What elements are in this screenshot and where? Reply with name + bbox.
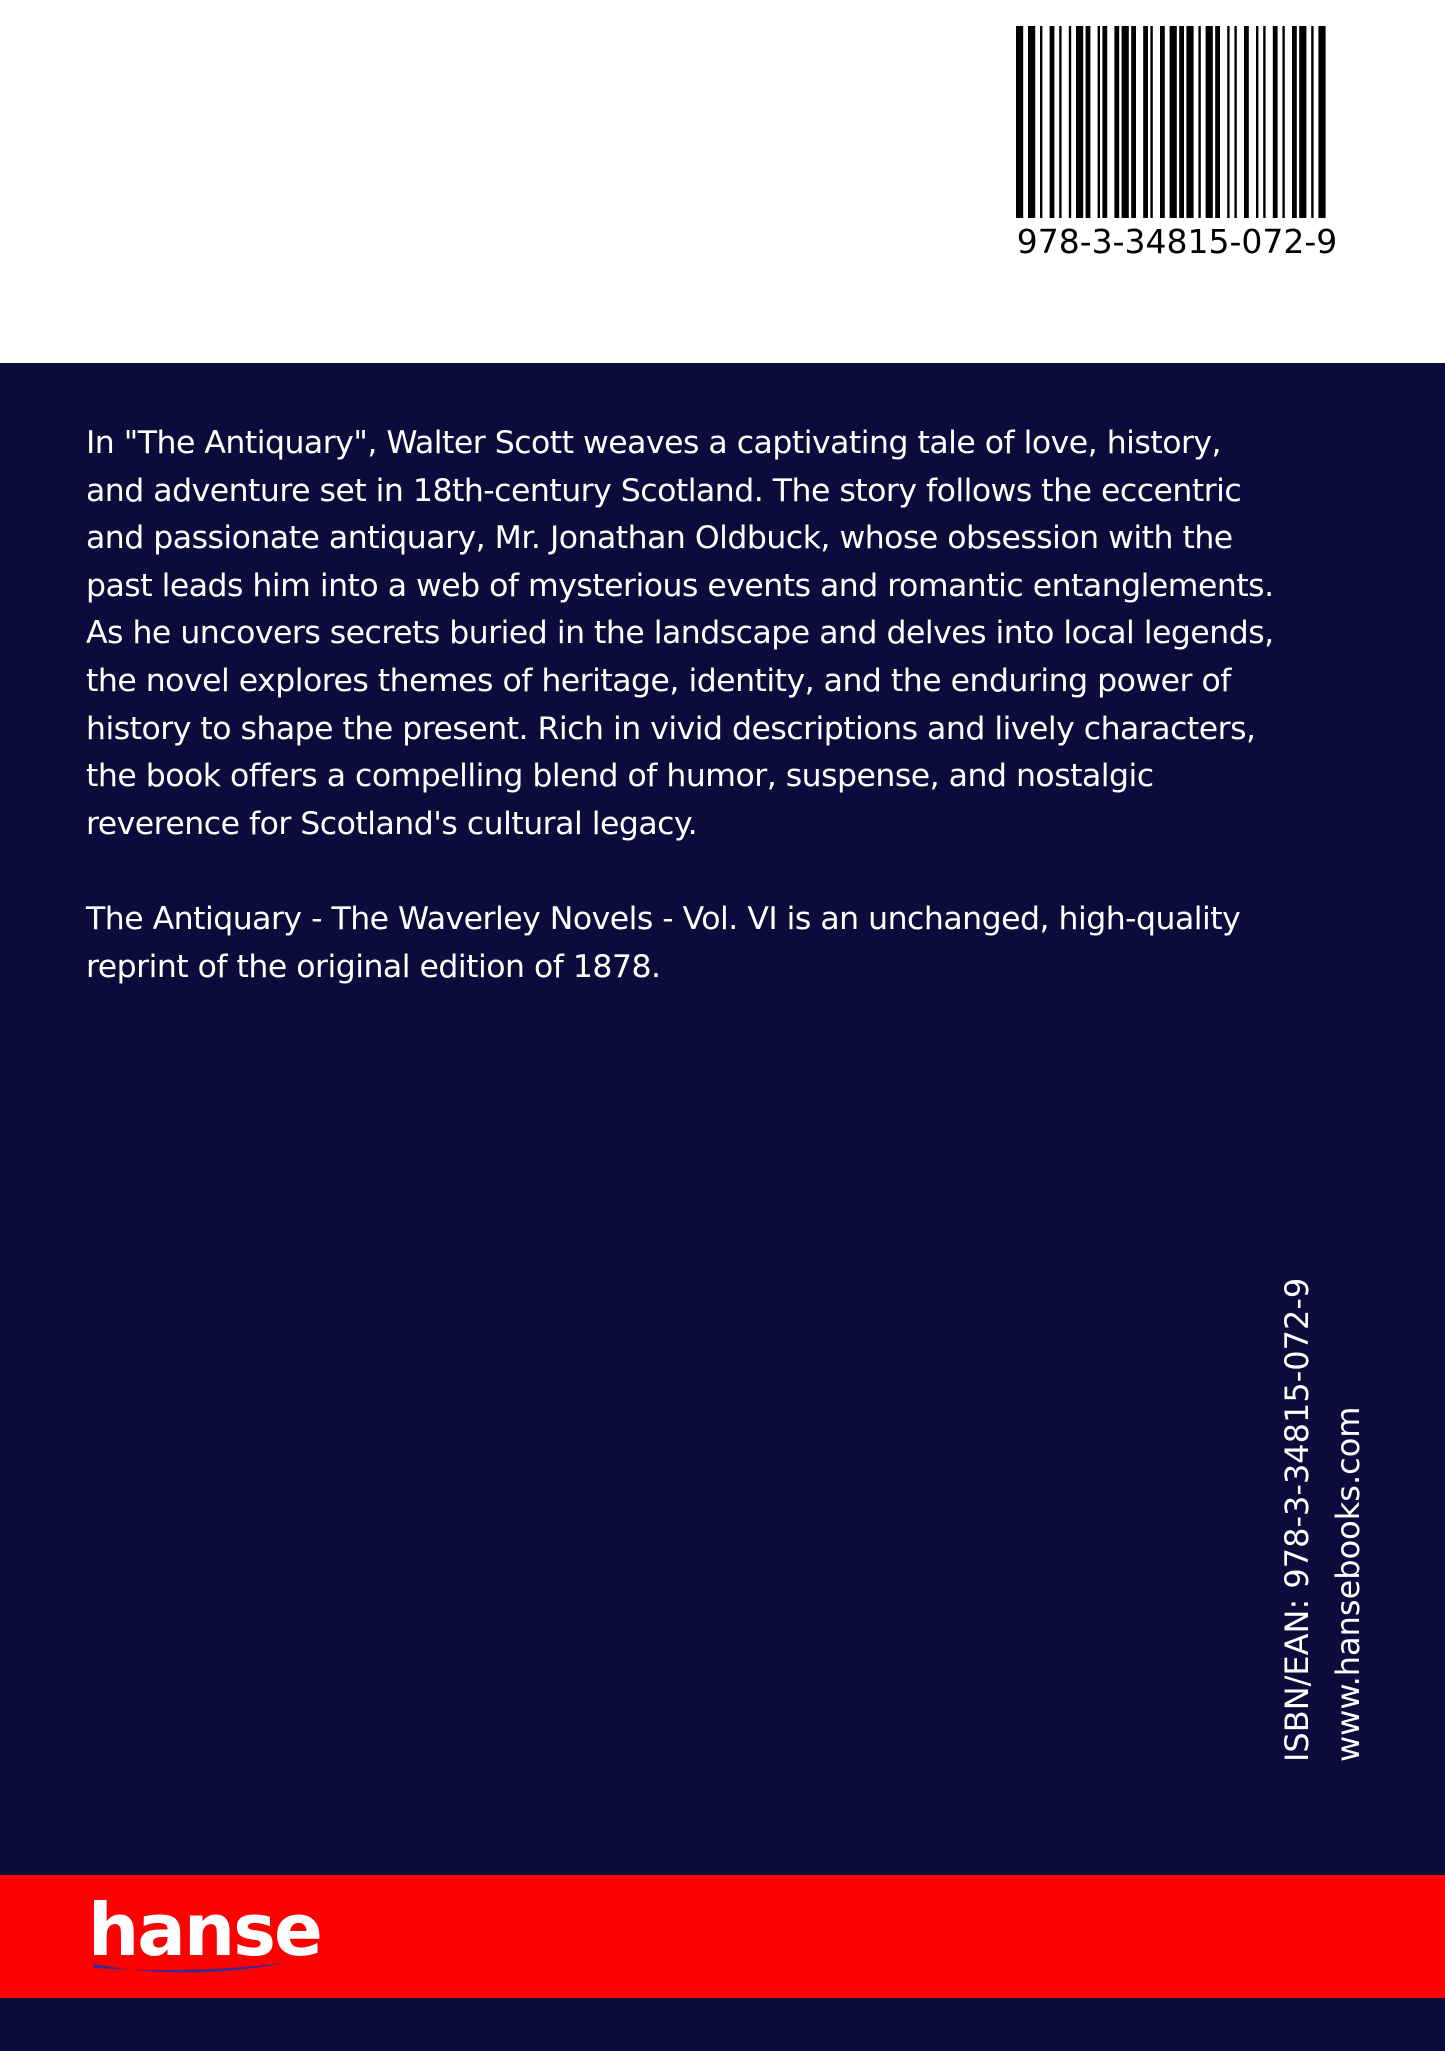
blurb-line: the novel explores themes of heritage, identity, and the enduring power of xyxy=(86,662,1231,699)
website-url: www.hansebooks.com xyxy=(1329,1406,1367,1762)
barcode-bar xyxy=(1244,26,1249,218)
barcode-bar xyxy=(1263,26,1265,218)
barcode-bar xyxy=(1059,26,1061,218)
blurb-line: history to shape the present. Rich in vivid descriptions and lively characters, xyxy=(86,710,1256,747)
barcode-bar xyxy=(1160,26,1165,218)
barcode-bar xyxy=(1186,26,1193,218)
barcode-bar xyxy=(1227,26,1229,218)
blurb-line: reverence for Scotland's cultural legacy. xyxy=(86,805,698,842)
barcode-number: 978-3-34815-072-9 xyxy=(1016,222,1338,261)
blurb-line: In "The Antiquary", Walter Scott weaves a captivating tale of love, history, xyxy=(86,425,1222,461)
barcode-bar xyxy=(1282,26,1284,218)
barcode-bar xyxy=(1086,26,1091,218)
barcode-bar xyxy=(1114,26,1119,218)
barcode-bar xyxy=(1016,26,1023,218)
barcode-bar xyxy=(1143,26,1148,218)
blurb-line: As he uncovers secrets buried in the landscape and delves into local legends, xyxy=(86,615,1274,652)
logo-text: hanse xyxy=(88,1888,321,1972)
blurb-line: and passionate antiquary, Mr. Jonathan Oldbuck, whose obsession with the xyxy=(86,520,1233,557)
barcode-bar xyxy=(1311,26,1313,218)
blurb-line: past leads him into a web of mysterious events and romantic entanglements. xyxy=(86,567,1274,604)
rotated-text xyxy=(1272,1262,1374,1762)
barcode-bar xyxy=(1292,26,1297,218)
barcode-bar xyxy=(1256,26,1258,218)
isbn-url-block xyxy=(1272,1262,1372,1762)
barcode-bar xyxy=(1318,26,1325,218)
barcode-bar xyxy=(1098,26,1100,218)
barcode-bar xyxy=(1215,26,1220,218)
publisher-logo xyxy=(88,1888,321,1980)
reprint-note-line: The Antiquary - The Waverley Novels - Vol. VI is an unchanged, high-quality xyxy=(86,900,1241,937)
barcode-bar xyxy=(1273,26,1278,218)
barcode-bar xyxy=(1179,26,1184,218)
blurb-line: the book offers a compelling blend of humor, suspense, and nostalgic xyxy=(86,758,1154,795)
isbn-text: ISBN/EAN: 978-3-34815-072-9 xyxy=(1278,1277,1316,1762)
logo-swoosh-icon xyxy=(92,1956,292,1978)
barcode-bar xyxy=(1206,26,1213,218)
book-description xyxy=(86,420,1366,991)
paragraph-gap xyxy=(86,848,1366,896)
barcode-bar xyxy=(1234,26,1236,218)
barcode-bar xyxy=(1299,26,1306,218)
barcode-bar xyxy=(1040,26,1042,218)
barcode-bar xyxy=(1150,26,1152,218)
barcode-bar xyxy=(1131,26,1136,218)
barcode-block xyxy=(1012,26,1342,261)
blurb-line: and adventure set in 18th-century Scotland. The story follows the eccentric xyxy=(86,472,1242,509)
barcode-bar xyxy=(1170,26,1177,218)
barcode-bar xyxy=(1076,26,1083,218)
barcode-bar xyxy=(1069,26,1071,218)
reprint-note-line: reprint of the original edition of 1878. xyxy=(86,948,661,985)
barcode-icon xyxy=(1016,26,1338,218)
barcode-bar xyxy=(1028,26,1035,218)
barcode-bar xyxy=(1198,26,1200,218)
barcode-bar xyxy=(1122,26,1129,218)
barcode-bar xyxy=(1050,26,1055,218)
barcode-bar xyxy=(1102,26,1107,218)
barcode-area xyxy=(0,0,1445,363)
